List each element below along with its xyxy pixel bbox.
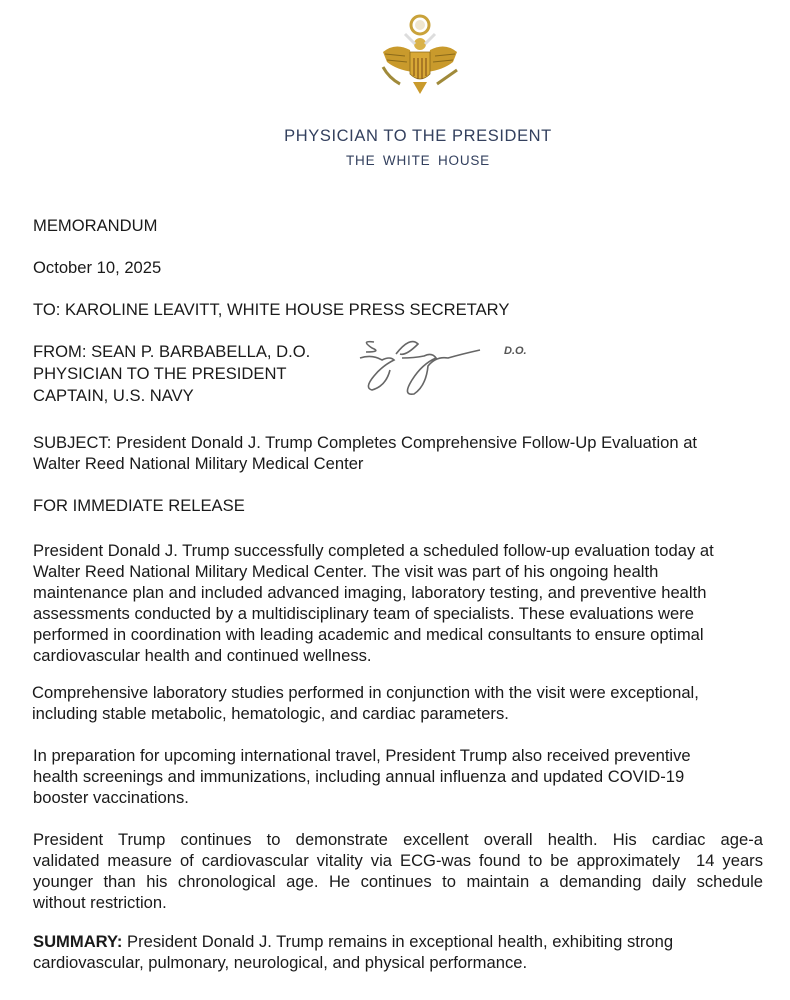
- memo-date: October 10, 2025: [33, 258, 162, 277]
- signature: [352, 330, 542, 400]
- svg-text:D.O.: D.O.: [504, 345, 527, 357]
- paragraph-line: without restriction.: [33, 893, 167, 912]
- subject-line: SUBJECT: President Donald J. Trump Completes Comprehensive Follow-Up Evaluation at: [33, 433, 698, 452]
- memo-from: [33, 341, 310, 407]
- summary: [33, 931, 673, 973]
- paragraph-line: booster vaccinations.: [33, 788, 189, 807]
- from-line: FROM: SEAN P. BARBABELLA, D.O.: [33, 342, 311, 361]
- paragraph-line: President Donald J. Trump successfully completed a scheduled follow-up evaluation today at: [33, 541, 714, 560]
- paragraph-2: [32, 682, 699, 724]
- paragraph-line: performed in coordination with leading academic and medical consultants to ensure optimal: [33, 625, 704, 644]
- summary-label: SUMMARY:: [33, 932, 123, 951]
- paragraph-line: President Trump continues to demonstrate excellent overall health. His cardiac age-a: [33, 830, 763, 849]
- from-line: CAPTAIN, U.S. NAVY: [33, 386, 194, 405]
- paragraph-line: In preparation for upcoming international travel, President Trump also received preventive: [33, 746, 691, 765]
- memo-subject: [33, 432, 697, 474]
- letterhead-subtitle: THE WHITE HOUSE: [345, 153, 490, 168]
- paragraph-line: maintenance plan and included advanced imaging, laboratory testing, and preventive health: [33, 583, 707, 602]
- memo-type: MEMORANDUM: [33, 216, 158, 235]
- paragraph-line: Walter Reed National Military Medical Center. The visit was part of his ongoing health: [33, 562, 659, 581]
- subject-line: Walter Reed National Military Medical Center: [33, 454, 364, 473]
- paragraph-4: [33, 829, 763, 913]
- paragraph-line: including stable metabolic, hematologic, and cardiac parameters.: [32, 704, 509, 723]
- paragraph-line: health screenings and immunizations, including annual influenza and updated COVID-19: [33, 767, 685, 786]
- paragraph-line: cardiovascular health and continued wellness.: [33, 646, 372, 665]
- paragraph-line: assessments conducted by a multidisciplinary team of specialists. These evaluations were: [33, 604, 694, 623]
- paragraph-3: [33, 745, 691, 808]
- paragraph-line: Comprehensive laboratory studies performed in conjunction with the visit were exceptional,: [32, 683, 699, 702]
- paragraph-line: validated measure of cardiovascular vitality via ECG-was found to be approximately 14 years: [33, 851, 763, 870]
- letterhead-title: PHYSICIAN TO THE PRESIDENT: [284, 127, 552, 145]
- memo-to: TO: KAROLINE LEAVITT, WHITE HOUSE PRESS SECRETARY: [33, 300, 510, 319]
- release-notice: FOR IMMEDIATE RELEASE: [33, 496, 245, 515]
- paragraph-line: younger than his chronological age. He continues to maintain a demanding daily schedule: [33, 872, 763, 891]
- from-line: PHYSICIAN TO THE PRESIDENT: [33, 364, 287, 383]
- paragraph-1: [33, 540, 714, 666]
- summary-text: cardiovascular, pulmonary, neurological, and physical performance.: [33, 953, 528, 972]
- presidential-seal-icon: [375, 12, 465, 102]
- summary-text: President Donald J. Trump remains in exceptional health, exhibiting strong: [122, 932, 674, 951]
